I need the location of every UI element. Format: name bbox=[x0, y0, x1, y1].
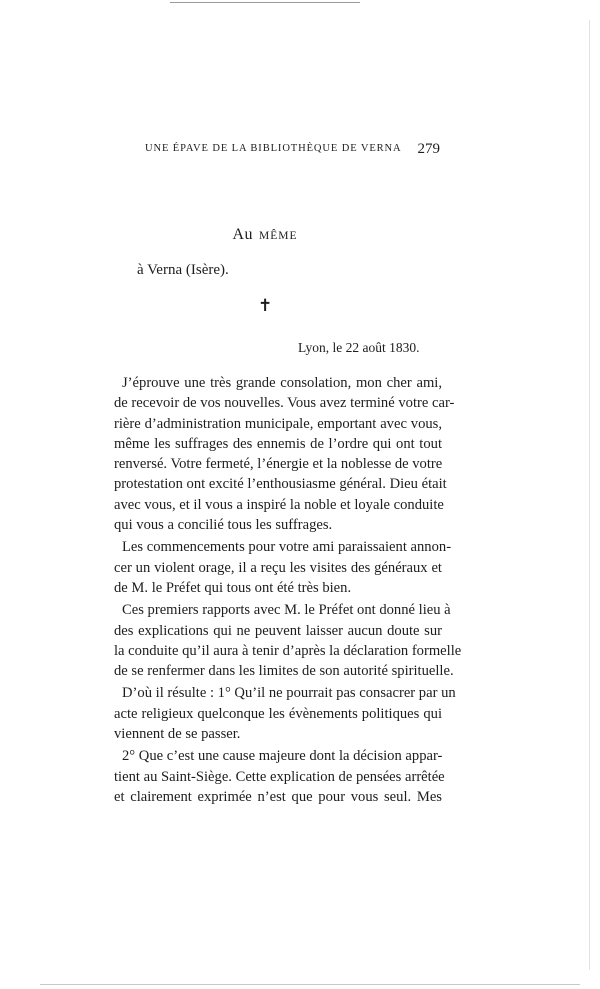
text-line: des explications qui ne peuvent laisser aucun doute sur bbox=[114, 622, 442, 639]
text-line: Ces premiers rapports avec M. le Préfet ont donné lieu à bbox=[122, 602, 451, 619]
text-line: rière d’administration municipale, emportant avec vous, bbox=[114, 415, 442, 432]
paragraph-1 bbox=[114, 373, 455, 535]
running-head-title: UNE ÉPAVE DE LA BIBLIOTHÈQUE DE VERNA bbox=[145, 143, 402, 154]
text-line: J’éprouve une très grande consolation, mon cher ami, bbox=[122, 375, 442, 391]
paragraph-5 bbox=[114, 746, 445, 807]
text-line: de se renfermer dans les limites de son autorité spirituelle. bbox=[114, 663, 454, 680]
paragraph-2 bbox=[114, 537, 452, 598]
cross-icon: ✝ bbox=[258, 296, 273, 315]
text-line: renversé. Votre fermeté, l’énergie et la noblesse de votre bbox=[114, 456, 443, 473]
text-line: tient au Saint-Siège. Cette explication de pensées arrêtée bbox=[114, 768, 445, 785]
text-line: D’où il résulte : 1° Qu’il ne pourrait pas consacrer par un bbox=[122, 685, 456, 702]
page-number: 279 bbox=[417, 141, 440, 157]
scan-edge-bottom bbox=[40, 984, 580, 985]
text-line: qui vous a concilié tous les suffrages. bbox=[114, 517, 333, 534]
text-line: même les suffrages des ennemis de l’ordre qui ont tout bbox=[114, 435, 442, 452]
text-line: acte religieux quelconque les évènements politiques qui bbox=[114, 705, 442, 722]
text-line: avec vous, et il vous a inspiré la noble et loyale conduite bbox=[114, 496, 444, 513]
text-line: viennent de se passer. bbox=[114, 726, 241, 743]
letter-heading bbox=[0, 226, 530, 244]
scan-edge-top bbox=[170, 2, 360, 3]
heading-first-word: Au bbox=[232, 226, 254, 243]
text-line: et clairement exprimée n’est que pour vous seul. Mes bbox=[114, 788, 442, 805]
text-line: protestation ont excité l’enthousiasme général. Dieu était bbox=[114, 476, 447, 493]
text-line: 2° Que c’est une cause majeure dont la décision appar- bbox=[122, 748, 443, 765]
text-line: la conduite qu’il aura à tenir d’après la déclaration formelle bbox=[114, 642, 462, 659]
letter-dateline: Lyon, le 22 août 1830. bbox=[298, 340, 420, 355]
paragraph-4 bbox=[114, 683, 456, 744]
letter-address: à Verna (Isère). bbox=[137, 262, 229, 278]
text-line: de M. le Préfet qui tous ont été très bien. bbox=[114, 579, 352, 596]
running-head bbox=[145, 141, 440, 157]
text-line: cer un violent orage, il a reçu les visites des généraux et bbox=[114, 559, 442, 576]
letter-body bbox=[114, 373, 462, 809]
text-line: Les commencements pour votre ami paraissaient annon- bbox=[122, 539, 452, 556]
paragraph-3 bbox=[114, 600, 462, 681]
scan-edge-right bbox=[589, 20, 590, 970]
text-line: de recevoir de vos nouvelles. Vous avez terminé votre car- bbox=[114, 395, 455, 412]
heading-second-word: MÊME bbox=[259, 230, 298, 242]
